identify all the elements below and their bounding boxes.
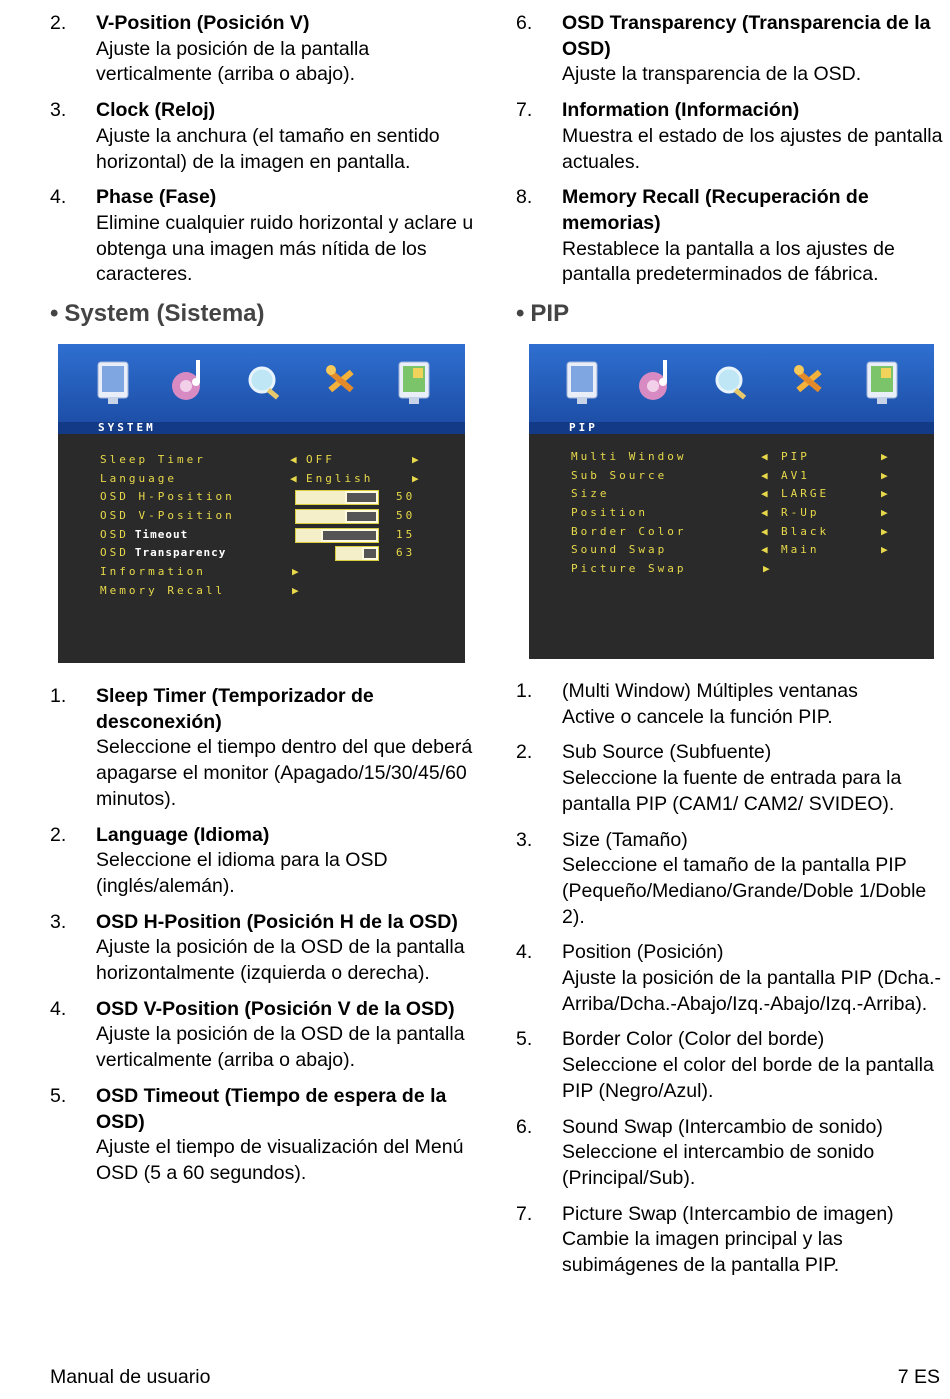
item-description: Seleccione el tiempo dentro del que deberá apagarse el monitor (Apagado/15/30/45/60 minutos). <box>96 736 473 810</box>
item-description: Seleccione el tamaño de la pantalla PIP (Pequeño/Mediano/Grande/Doble 1/Doble 2). <box>562 854 927 928</box>
item-description: Seleccione la fuente de entrada para la pantalla PIP (CAM1/ CAM2/ SVIDEO). <box>562 767 902 815</box>
list-item <box>516 679 946 730</box>
list-item <box>516 185 946 288</box>
item-number: 2. <box>50 12 67 34</box>
list-item <box>516 1115 946 1192</box>
osd-system-screenshot <box>58 344 465 663</box>
item-number: 4. <box>50 997 67 1020</box>
item-description: Ajuste la posición de la pantalla PIP (Dcha.-Arriba/Dcha.-Abajo/Izq.-Abajo/Izq.-Arriba). <box>562 967 942 1015</box>
osd-row-label-bold: Transparency <box>134 546 227 559</box>
arrow-left-icon: ◀ <box>761 543 768 556</box>
item-title: Sub Source (Subfuente) <box>562 741 772 764</box>
item-title: Language (Idioma) <box>96 823 270 846</box>
item-description: Active o cancele la función PIP. <box>562 705 833 728</box>
section-title: PIP <box>530 300 570 327</box>
pip-monitor-icon <box>859 352 905 412</box>
list-item <box>50 185 480 288</box>
list-item <box>50 823 480 900</box>
level-bar <box>295 490 379 505</box>
tools-icon <box>317 352 363 412</box>
page-number: 7 ES <box>897 1366 940 1388</box>
pip-monitor-icon <box>391 352 437 412</box>
item-description: Restablece la pantalla a los ajustes de pantalla predeterminados de fábrica. <box>562 237 895 286</box>
osd-row-label: Sound Swap <box>571 543 668 556</box>
osd-row-value: R-Up <box>781 506 820 519</box>
item-description: Seleccione el idioma para la OSD (inglés/alemán). <box>96 849 388 897</box>
list-item <box>50 11 480 88</box>
osd-row-label <box>100 527 188 543</box>
bullet: • <box>50 300 59 327</box>
item-description: Ajuste la posición de la OSD de la pantalla verticalmente (arriba o abajo). <box>96 1023 465 1072</box>
osd-row-label: Sub Source <box>571 469 668 482</box>
arrow-right-icon: ▶ <box>881 469 888 482</box>
arrow-right-icon: ▶ <box>412 453 419 466</box>
bullet: • <box>516 300 525 327</box>
osd-icon-bar <box>529 344 934 422</box>
item-description: Seleccione el color del borde de la pantalla PIP (Negro/Azul). <box>562 1054 934 1102</box>
footer-manual-label: Manual de usuario <box>50 1366 211 1388</box>
section-heading-system <box>50 300 265 328</box>
left-bottom-list <box>50 684 480 1197</box>
right-bottom-list <box>516 679 946 1289</box>
list-item <box>516 1202 946 1279</box>
arrow-left-icon: ◀ <box>761 450 768 463</box>
osd-row-value: English <box>306 472 374 485</box>
osd-row-number: 50 <box>396 490 416 503</box>
level-bar-rest <box>347 512 376 521</box>
section-title: System (Sistema) <box>64 300 265 327</box>
level-bar <box>295 509 379 524</box>
arrow-right-icon: ▶ <box>881 487 888 500</box>
item-title: Clock (Reloj) <box>96 99 216 122</box>
level-bar-fill <box>296 510 345 523</box>
list-item <box>516 740 946 817</box>
osd-row-label: Language <box>100 472 177 485</box>
item-number: 2. <box>50 823 67 846</box>
osd-icon-bar <box>58 344 465 422</box>
list-item <box>516 98 946 175</box>
list-item <box>50 910 480 987</box>
arrow-right-icon: ▶ <box>412 472 419 485</box>
osd-row-label: Sleep Timer <box>100 453 206 466</box>
item-title: OSD H-Position (Posición H de la OSD) <box>96 910 458 933</box>
osd-row-value: PIP <box>781 450 810 463</box>
left-top-list <box>50 11 480 298</box>
osd-pip-screenshot <box>529 344 934 659</box>
level-bar-fill <box>296 491 345 504</box>
item-title: Phase (Fase) <box>96 186 217 209</box>
item-number: 5. <box>50 1084 67 1107</box>
item-description: Ajuste el tiempo de visualización del Menú OSD (5 a 60 segundos). <box>96 1136 464 1184</box>
audio-color-icon <box>633 352 679 412</box>
item-title: Position (Posición) <box>562 941 724 964</box>
item-number: 1. <box>516 680 533 702</box>
arrow-right-icon: ▶ <box>292 584 299 597</box>
list-item <box>50 997 480 1074</box>
item-number: 8. <box>516 186 533 209</box>
list-item <box>50 684 480 813</box>
level-bar <box>335 546 379 561</box>
osd-row-label-bold: Timeout <box>134 528 189 541</box>
item-description: Ajuste la transparencia de la OSD. <box>562 63 862 86</box>
arrow-right-icon: ▶ <box>881 525 888 538</box>
list-item <box>516 940 946 1017</box>
item-title: Picture Swap (Intercambio de imagen) <box>562 1202 894 1225</box>
item-description: Elimine cualquier ruido horizontal y aclare u obtenga una imagen más nítida de los caracteres. <box>96 211 474 286</box>
osd-row-label: Memory Recall <box>100 584 226 597</box>
item-title: Information (Información) <box>562 99 800 122</box>
osd-row-label: Multi Window <box>571 450 687 463</box>
item-title: OSD V-Position (Posición V de la OSD) <box>96 997 455 1020</box>
osd-row-label <box>100 545 226 561</box>
item-number: 1. <box>50 685 67 707</box>
list-item <box>516 1027 946 1104</box>
osd-title: SYSTEM <box>98 421 156 434</box>
osd-row-label: Size <box>571 487 610 500</box>
tools-icon <box>785 352 831 412</box>
arrow-right-icon: ▶ <box>881 506 888 519</box>
arrow-left-icon: ◀ <box>761 506 768 519</box>
item-description: Cambie la imagen principal y las subimágenes de la pantalla PIP. <box>562 1228 843 1277</box>
magnifier-icon <box>709 352 755 412</box>
level-bar-fill <box>336 547 362 560</box>
osd-row-number: 15 <box>396 528 416 541</box>
arrow-right-icon: ▶ <box>881 543 888 556</box>
magnifier-icon <box>242 352 288 412</box>
osd-row-label: Position <box>571 506 648 519</box>
arrow-right-icon: ▶ <box>763 562 770 575</box>
item-title: Size (Tamaño) <box>562 828 688 851</box>
item-title: Sound Swap (Intercambio de sonido) <box>562 1115 883 1138</box>
osd-row-label-prefix: OSD <box>100 528 129 541</box>
list-item <box>516 828 946 931</box>
osd-row-label: Picture Swap <box>571 562 687 575</box>
osd-row-value: LARGE <box>781 487 830 500</box>
osd-row-label: OSD H-Position <box>100 490 235 503</box>
monitor-icon <box>90 352 136 412</box>
item-title: (Multi Window) Múltiples ventanas <box>562 680 858 702</box>
item-description: Ajuste la anchura (el tamaño en sentido horizontal) de la imagen en pantalla. <box>96 124 440 173</box>
item-number: 3. <box>50 910 67 933</box>
item-title: V-Position (Posición V) <box>96 12 310 34</box>
item-description: Muestra el estado de los ajustes de pantalla actuales. <box>562 124 943 173</box>
item-number: 3. <box>50 99 67 122</box>
arrow-left-icon: ◀ <box>290 472 297 485</box>
arrow-left-icon: ◀ <box>761 469 768 482</box>
osd-row-value: Black <box>781 525 830 538</box>
arrow-right-icon: ▶ <box>881 450 888 463</box>
item-title: Memory Recall (Recuperación de memorias) <box>562 186 869 234</box>
item-number: 4. <box>50 186 67 209</box>
monitor-icon <box>559 352 605 412</box>
section-heading-pip <box>516 300 569 328</box>
item-number: 6. <box>516 1115 533 1138</box>
right-top-list <box>516 11 946 298</box>
item-number: 7. <box>516 1202 533 1225</box>
item-title: Border Color (Color del borde) <box>562 1028 825 1051</box>
level-bar-rest <box>347 493 376 502</box>
item-number: 3. <box>516 828 533 851</box>
osd-row-number: 63 <box>396 546 416 559</box>
item-description: Ajuste la posición de la OSD de la pantalla horizontalmente (izquierda o derecha). <box>96 936 465 985</box>
osd-row-label: Border Color <box>571 525 687 538</box>
osd-row-number: 50 <box>396 509 416 522</box>
osd-title-bar <box>529 422 934 434</box>
item-description: Ajuste la posición de la pantalla verticalmente (arriba o abajo). <box>96 37 370 86</box>
osd-row-label-prefix: OSD <box>100 546 129 559</box>
level-bar-fill <box>296 529 321 542</box>
level-bar <box>295 528 379 543</box>
list-item <box>50 1084 480 1187</box>
osd-row-value: AV1 <box>781 469 810 482</box>
item-number: 7. <box>516 99 533 122</box>
osd-row-value: OFF <box>306 453 335 466</box>
item-number: 4. <box>516 941 533 964</box>
list-item <box>516 11 946 88</box>
arrow-left-icon: ◀ <box>761 487 768 500</box>
osd-title: PIP <box>569 421 598 434</box>
item-title: OSD Transparency (Transparencia de la OSD) <box>562 12 931 60</box>
list-item <box>50 98 480 175</box>
arrow-left-icon: ◀ <box>290 453 297 466</box>
audio-color-icon <box>166 352 212 412</box>
item-number: 5. <box>516 1028 533 1051</box>
item-title: OSD Timeout (Tiempo de espera de la OSD) <box>96 1084 447 1133</box>
osd-row-label: OSD V-Position <box>100 509 235 522</box>
level-bar-rest <box>323 531 376 540</box>
osd-row-value: Main <box>781 543 820 556</box>
item-number: 6. <box>516 12 533 34</box>
item-title: Sleep Timer (Temporizador de desconexión) <box>96 685 374 733</box>
item-description: Seleccione el intercambio de sonido (Principal/Sub). <box>562 1141 875 1189</box>
arrow-right-icon: ▶ <box>292 565 299 578</box>
level-bar-rest <box>364 549 376 558</box>
osd-row-label: Information <box>100 565 206 578</box>
item-number: 2. <box>516 741 533 764</box>
arrow-left-icon: ◀ <box>761 525 768 538</box>
osd-title-bar <box>58 422 465 434</box>
